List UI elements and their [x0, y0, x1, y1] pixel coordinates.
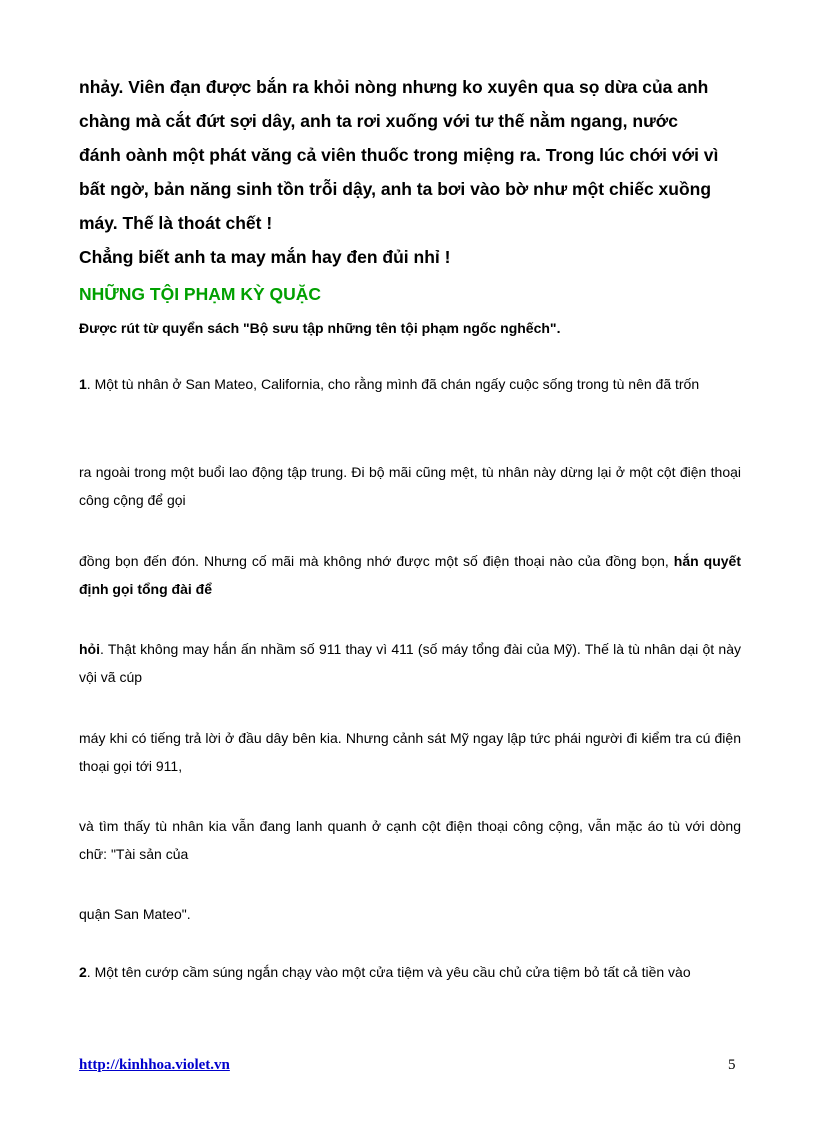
- paragraph-5: [79, 724, 741, 780]
- intro-line: máy. Thế là thoát chết !: [79, 213, 273, 233]
- paragraph-text: . Thật không may hắn ấn nhầm số 911 thay vì 411 (số máy tổng đài của Mỹ). Thế là tù nhân dại ột này vội vã cúp: [79, 641, 741, 685]
- paragraph-text: . Một tên cướp cầm súng ngắn chạy vào một cửa tiệm và yêu cầu chủ cửa tiệm bỏ tất cả tiền vào: [86, 964, 691, 980]
- intro-line: chàng mà cắt đứt sợi dây, anh ta rơi xuống với tư thế nằm ngang, nước: [79, 111, 678, 131]
- section-heading: NHỮNG TỘI PHẠM KỲ QUẶC: [79, 284, 322, 304]
- item-number: 2: [79, 964, 87, 980]
- paragraph-bold-text: hỏi: [79, 641, 100, 657]
- paragraph-8: [79, 958, 741, 986]
- page-number: 5: [728, 1057, 736, 1073]
- paragraph-4: [79, 635, 741, 691]
- intro-line: Chẳng biết anh ta may mắn hay đen đủi nhỉ !: [79, 247, 451, 267]
- paragraph-6: [79, 812, 741, 868]
- paragraph-text: ra ngoài trong một buổi lao động tập trung. Đi bộ mãi cũng mệt, tù nhân này dừng lại ở một cột điện thoại công cộng để gọi: [79, 464, 741, 508]
- intro-story-text: [79, 70, 739, 274]
- intro-line: nhảy. Viên đạn được bắn ra khỏi nòng nhưng ko xuyên qua sọ dừa của anh: [79, 77, 709, 97]
- paragraph-bold-text: hắn quyết định gọi tổng đài để: [79, 553, 741, 597]
- section-subtitle: Được rút từ quyển sách "Bộ sưu tập những tên tội phạm ngốc nghếch".: [79, 320, 561, 336]
- paragraph-text: quận San Mateo".: [79, 906, 191, 922]
- paragraph-1: [79, 370, 741, 398]
- paragraph-text: máy khi có tiếng trả lời ở đầu dây bên kia. Nhưng cảnh sát Mỹ ngay lập tức phái người đi kiểm tra cú điện thoại gọi tới 911,: [79, 730, 741, 774]
- paragraph-text: và tìm thấy tù nhân kia vẫn đang lanh quanh ở cạnh cột điện thoại công cộng, vẫn mặc áo tù với dòng chữ: "Tài sản của: [79, 818, 741, 862]
- footer-website-link[interactable]: http://kinhhoa.violet.vn: [79, 1057, 230, 1073]
- paragraph-text: đồng bọn đến đón. Nhưng cố mãi mà không nhớ được một số điện thoại nào của đồng bọn,: [79, 553, 674, 569]
- paragraph-2: [79, 458, 741, 514]
- paragraph-3: [79, 547, 741, 603]
- item-number: 1: [79, 376, 87, 392]
- paragraph-text: . Một tù nhân ở San Mateo, California, cho rằng mình đã chán ngấy cuộc sống trong tù nên đã trốn: [86, 376, 700, 392]
- intro-line: đánh oành một phát văng cả viên thuốc trong miệng ra. Trong lúc chới với vì: [79, 145, 719, 165]
- intro-line: bất ngờ, bản năng sinh tồn trỗi dậy, anh ta bơi vào bờ như một chiếc xuồng: [79, 179, 712, 199]
- paragraph-7: [79, 900, 741, 928]
